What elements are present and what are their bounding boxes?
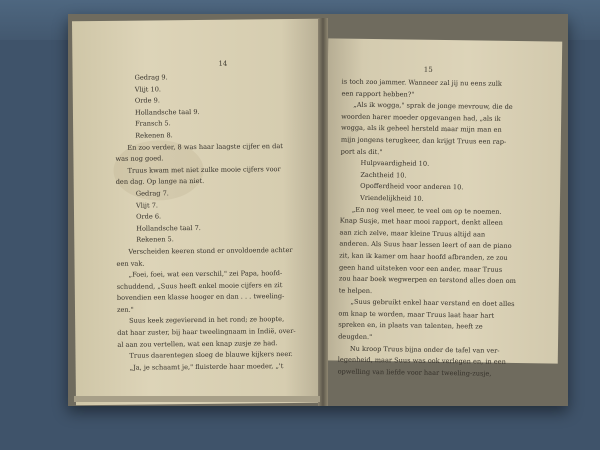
text-line: een vak. — [116, 259, 145, 268]
text-line: Orde 6. — [136, 212, 162, 221]
right-page-text — [338, 77, 558, 381]
left-page-number: 14 — [218, 59, 228, 68]
book-gutter — [318, 18, 328, 406]
text-line: Rekenen 8. — [135, 131, 173, 140]
text-line: Gedrag 7. — [135, 189, 169, 198]
text-line: Knap Susje, met haar mooi rapport, denkt alleen — [339, 216, 503, 227]
text-line: Hollandsche taal 7. — [136, 223, 201, 233]
text-line: bovendien een klasse hooger en dan . . . tweeling- — [116, 292, 285, 303]
text-line: „Als ik wogga," sprak de jonge mevrouw, die de — [353, 100, 513, 112]
text-line: zit, kan ik kamer om haar hoofd afbranden, ze zou — [339, 251, 508, 262]
text-line: Hulpvaardigheid 10. — [360, 159, 430, 168]
left-page-text — [115, 71, 318, 375]
text-line: Rekenen 5. — [136, 235, 174, 244]
text-line: Nu kroop Truus bijna onder de tafel van ver- — [349, 344, 500, 355]
right-page-number: 15 — [423, 65, 433, 74]
right-page — [324, 38, 562, 378]
text-line: Suus keek zegevierend in het rond; ze hoopte, — [129, 315, 285, 326]
text-line: „Ja, je schaamt je," fluisterde haar moeder, „'t — [129, 361, 284, 372]
text-line: wogga, als ik geheel hersteld maar mijn man en — [340, 123, 502, 135]
text-line: schuddend, „Suus heeft enkel mooie cijfers en zit — [116, 280, 283, 291]
text-line: geen hand uitsteken voor een ander, maar Truus — [339, 263, 503, 274]
text-line: zou haar boek wegwerpen en terstond alles doen om — [338, 274, 516, 286]
text-line: deugden." — [338, 332, 373, 342]
text-line: Truus kwam met niet zulke mooie cijfers voor — [127, 164, 281, 175]
text-line: was nog goed. — [115, 154, 164, 164]
text-line: om knap te worden, maar Truus laat haar hart — [338, 309, 495, 320]
text-line: Truus daarentegen sloeg de blauwe kijkers neer. — [129, 350, 293, 360]
text-line: een rapport hebben?" — [341, 89, 415, 99]
text-line: te helpen. — [338, 286, 373, 295]
text-line: is toch zoo jammer. Wanneer zal jij nu eens zulk — [341, 77, 502, 88]
text-line: al aan zou vertellen, wat een knap zusje ze had. — [117, 338, 278, 349]
left-page — [72, 19, 322, 406]
text-line: woorden harer moeder opgevangen had, „als ik — [341, 112, 501, 123]
page-stack-edge — [74, 396, 320, 402]
text-line: Fransch 5. — [135, 119, 171, 129]
text-line: anderen. Als Suus haar lessen leert of aan de piano — [339, 239, 512, 251]
text-line: port als dit." — [340, 147, 383, 156]
text-line: dat haar zuster, bij haar tweelingnaam in Indië, over- — [117, 327, 296, 337]
text-line: Orde 9. — [134, 96, 160, 105]
text-line: Vlijt 7. — [135, 200, 159, 210]
text-line: den dag. Op lange na niet. — [115, 177, 205, 187]
text-line: Zachtheid 10. — [360, 170, 407, 180]
text-line: opwelling van liefde voor haar tweeling-zusje, — [337, 367, 492, 378]
text-line: En zoo verder, 8 was haar laagste cijfer en dat — [127, 141, 283, 152]
text-line: Vriendelijkheid 10. — [359, 193, 424, 203]
text-line: Hollandsche taal 9. — [134, 107, 200, 117]
text-line: Opofferdheid voor anderen 10. — [360, 182, 464, 192]
text-line: „En nog veel meer, te veel om op te noemen. — [351, 205, 502, 216]
text-line: spreken en, in plaats van talenten, heeft ze — [338, 321, 483, 332]
text-line: zen." — [116, 305, 134, 314]
text-line: „Foei, foei, wat een verschil," zei Papa, hoofd- — [128, 269, 283, 279]
text-line: aan zich zelve, maar kleine Truus altijd aan — [339, 228, 486, 239]
text-line: legenheid, maar Suus was ook verlegen en, in een — [337, 355, 506, 367]
text-line: mijn jongens terugkeer, dan krijgt Truus een rap- — [340, 135, 507, 146]
text-line: „Suus gebruikt enkel haar verstand en doet alles — [350, 298, 515, 309]
text-line: Gedrag 9. — [134, 73, 168, 82]
text-line: Vlijt 10. — [134, 84, 162, 94]
text-line: Verscheiden keeren stond er onvoldoende achter — [128, 245, 293, 256]
